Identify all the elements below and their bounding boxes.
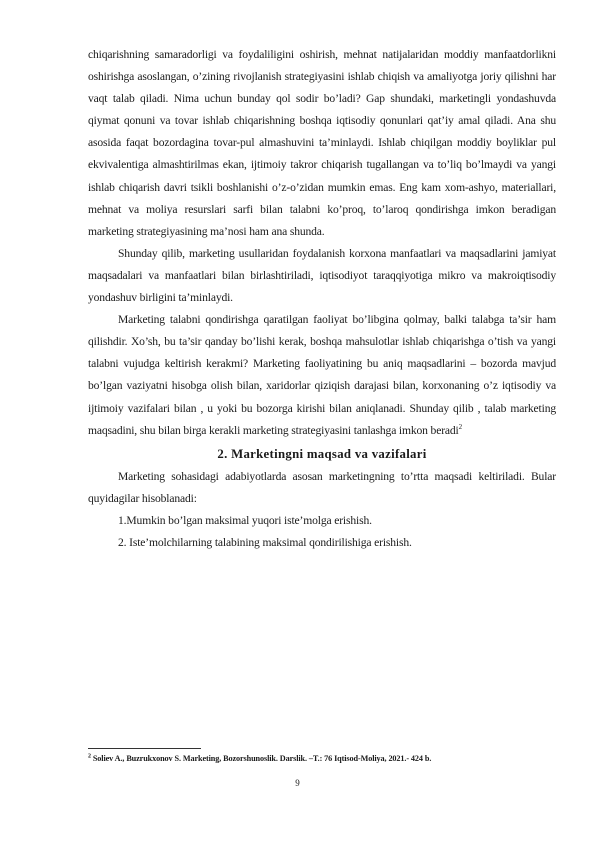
paragraph-3-text: Marketing talabni qondirishga qaratilgan faoliyat bo’libgina qolmay, balki talabga ta’sir ham qilishdir. Xo’sh, bu ta’sir qanday bo’lishi kerak, boshqa mahsulotlar ishlab chiqarishga o’tish va yangi talabni vujudga keltirish kerakmi? Marketing faoliyatining bu aniq maqsadlarini – bozorda mavjud bo’lgan vaziyatni hisobga olish bilan, xaridorlar qiziqish darajasi bilan, korxonaning o’z iqtisodiy va ijtimoiy vazifalari bilan , u yoki bu bozorga kirishi bilan aniqlanadi. Shunday qilib , talab marketing maqsadini, shu bilan birga kerakli marketing strategiyasini tanlashga imkon beradi <box>88 313 556 437</box>
section-heading: 2. Marketingni maqsad va vazifalari <box>217 446 427 461</box>
footnote <box>88 753 556 764</box>
paragraph-3 <box>88 309 556 442</box>
list-item-1: 1.Mumkin bo’lgan maksimal yuqori iste’molga erishish. <box>118 513 372 527</box>
footnote-text: Soliev A., Buzrukxonov S. Marketing, Bozorshunoslik. Darslik. –T.: 76 Iqtisod-Moliya, 2021.- 424 b. <box>90 754 432 763</box>
paragraph-2: Shunday qilib, marketing usullaridan foydalanish korxona manfaatlari va maqsadlarini jamiyat maqsadalari va manfaatlari bilan birlashtiriladi, iqtisodiyot taraqqiyotiga mikro va makroiqtisodiy yondashuv birligini ta’minlaydi. <box>88 246 556 305</box>
footnote-divider <box>88 748 201 749</box>
footnote-reference[interactable]: 2 <box>458 422 462 431</box>
footnote-mark: 2 <box>88 753 91 760</box>
page-number: 9 <box>295 778 300 788</box>
body-text <box>88 44 556 554</box>
list-item-2: 2. Iste’molchilarning talabining maksimal qondirilishiga erishish. <box>118 535 412 549</box>
paragraph-4: Marketing sohasidagi adabiyotlarda asosan marketingning to’rtta maqsadi keltiriladi. Bular quyidagilar hisoblanadi: <box>88 469 556 505</box>
paragraph-1: chiqarishning samaradorligi va foydaliligini oshirish, mehnat natijalaridan moddiy manfaatdorlikni oshirishga asoslangan, o’zining rivojlanish strategiyasini ishlab chiqish va amaliyotga joriy qilishni har vaqt talab qiladi. Nima uchun bunday qol sodir bo’ladi? Gap shundaki, marketingli yondashuvda qiymat qonuni va tovar ishlab chiqarishning boshqa iqtisodiy qonunlari qat’iy amal qiladi. Ana shu asosida faqat bozordagina tovar-pul almashuvini ta’minlaydi. Ishlab chiqilgan moddiy boyliklar pul ekvivalentiga almashtirilmas ekan, ijtimoiy takror chiqarish tugallangan va to’liq bo’lmaydi va yangi ishlab chiqarish davri tsikli boshlanishi o’z-o’zidan mumkin emas. Eng kam xom-ashyo, materiallari, mehnat va moliya resurslari sarfi bilan talabni ko’proq, to’laroq qondirishga imkon beradigan marketing strategiyasining ma’nosi ham ana shunda. <box>88 48 556 238</box>
